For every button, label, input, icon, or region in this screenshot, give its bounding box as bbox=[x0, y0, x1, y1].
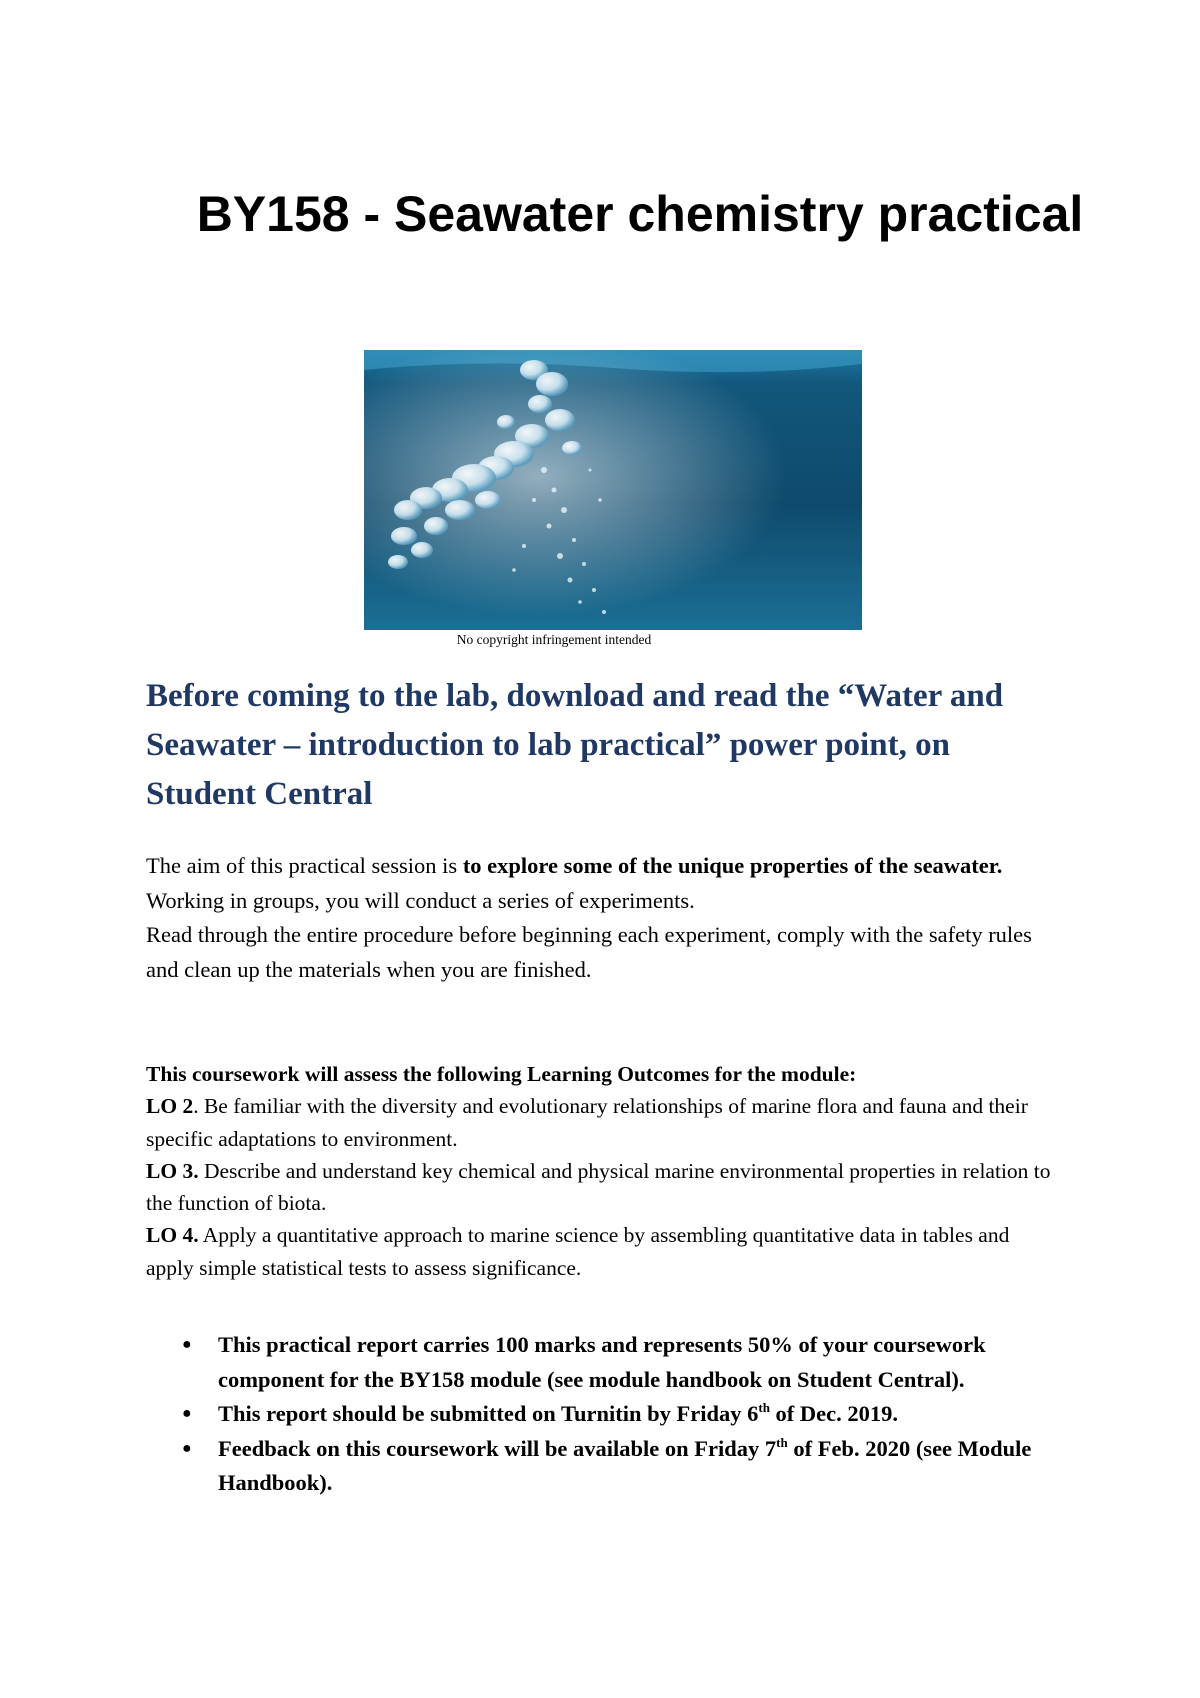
lo-label: LO 3. bbox=[146, 1158, 199, 1183]
submission-date-pre: This report should be submitted on Turnitin by Friday 6 bbox=[218, 1401, 759, 1426]
marks-info: This practical report carries 100 marks and represents 50% of your coursework component for the BY158 module (see module handbook on Student Central). bbox=[218, 1332, 986, 1392]
aim-groups-line: Working in groups, you will conduct a series of experiments. bbox=[146, 887, 695, 913]
bullet-icon: ● bbox=[182, 1439, 192, 1457]
lo-text: . Be familiar with the diversity and evolutionary relationships of marine flora and fauna and their specific adaptations to environment. bbox=[146, 1094, 1028, 1151]
list-item bbox=[146, 1397, 1060, 1432]
lo-label: LO 4. bbox=[146, 1223, 199, 1248]
aim-lead: The aim of this practical session is bbox=[146, 853, 463, 878]
list-item bbox=[146, 1432, 1060, 1501]
learning-outcome-item bbox=[146, 1090, 1060, 1155]
lo-text: Apply a quantitative approach to marine science by assembling quantitative data in tables and apply simple statistical tests to assess significance. bbox=[146, 1223, 1010, 1280]
submission-date-post: of Dec. 2019. bbox=[769, 1401, 899, 1426]
learning-outcomes bbox=[146, 1058, 1060, 1284]
lo-label: LO 2 bbox=[146, 1094, 194, 1119]
ordinal-suffix: th bbox=[776, 1434, 788, 1450]
assessment-info-list bbox=[146, 1328, 1060, 1501]
lab-preparation-heading: Before coming to the lab, download and read the “Water and Seawater – introduction to lab practical” power point, on Student Central bbox=[146, 678, 1004, 812]
learning-outcome-item bbox=[146, 1219, 1060, 1284]
list-item bbox=[146, 1328, 1060, 1397]
learning-outcomes-heading: This coursework will assess the following Learning Outcomes for the module: bbox=[146, 1062, 857, 1086]
bullet-icon: ● bbox=[182, 1336, 192, 1353]
page-title: BY158 - Seawater chemistry practical bbox=[196, 186, 1084, 242]
image-caption: No copyright infringement intended bbox=[456, 632, 652, 647]
seawater-bubbles-image bbox=[364, 350, 862, 630]
aim-procedure-line: Read through the entire procedure before beginning each experiment, comply with the safety rules and clean up the materials when you are finished. bbox=[146, 922, 1032, 982]
feedback-date-post: of Feb. 2020 (see Module Handbook). bbox=[218, 1435, 1032, 1495]
learning-outcome-item bbox=[146, 1155, 1060, 1220]
lo-text: Describe and understand key chemical and physical marine environmental properties in relation to the function of biota. bbox=[146, 1158, 1051, 1216]
aim-emphasis: to explore some of the unique properties of the seawater. bbox=[462, 853, 1003, 878]
bullet-icon: ● bbox=[182, 1405, 192, 1422]
aim-paragraph bbox=[146, 849, 1060, 987]
feedback-date-pre: Feedback on this coursework will be available on Friday 7 bbox=[218, 1435, 777, 1461]
ordinal-suffix: th bbox=[758, 1400, 770, 1415]
